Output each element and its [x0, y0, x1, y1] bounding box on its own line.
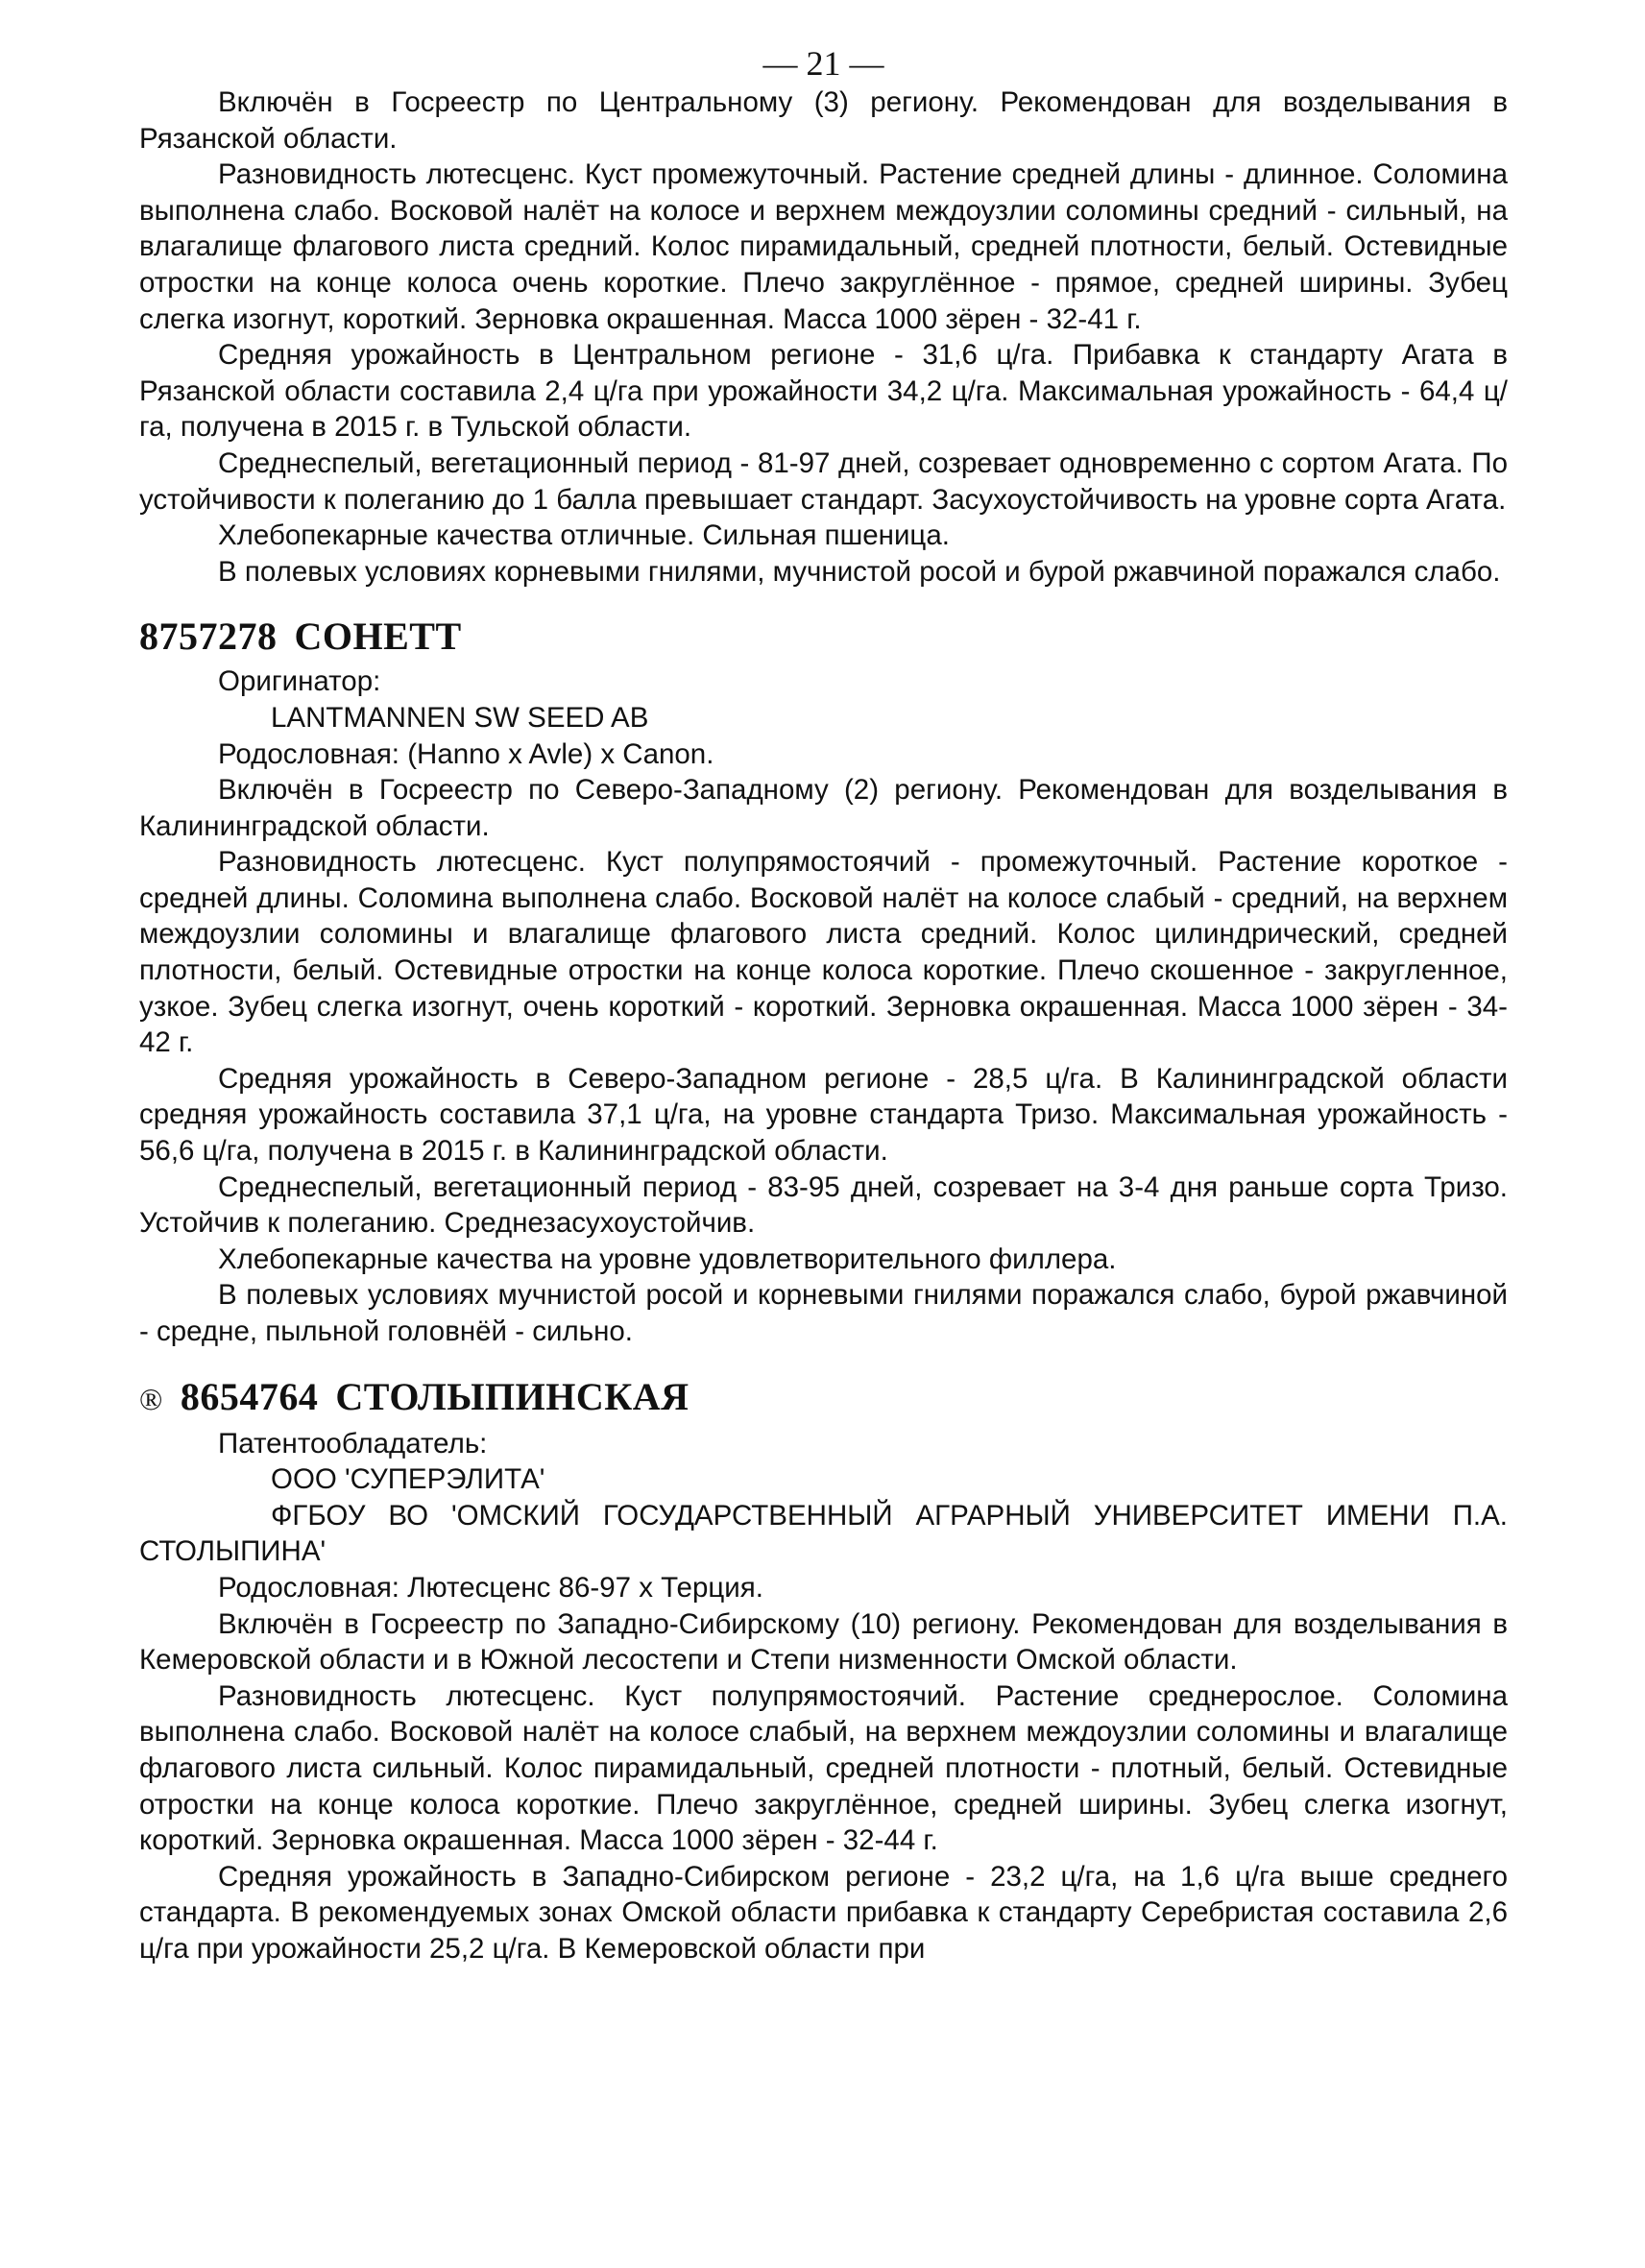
variety-number: 8654764: [180, 1374, 319, 1418]
variety-paragraph: Средняя урожайность в Северо-Западном регионе - 28,5 ц/га. В Калининградской области средняя урожайность составила 37,1 ц/га, на уровне стандарта Тризо. Максимальная урожайность - 56,6 ц/га, получена в 2015 г. в Калининградской области.: [139, 1062, 1508, 1168]
document-page: [139, 44, 1508, 1967]
variety-name: СОНЕТТ: [294, 615, 462, 659]
variety-paragraph: Хлебопекарные качества на уровне удовлетворительного филлера.: [218, 1243, 1117, 1275]
variety-name: СТОЛЫПИНСКАЯ: [335, 1374, 689, 1418]
registered-mark-icon: ®: [139, 1381, 163, 1416]
intro-paragraph: Разновидность лютесценс. Куст промежуточный. Растение средней длины - длинное. Соломина выполнена слабо. Восковой налёт на колосе и верхнем междоузлии соломины средний - сильный, на влагалище флагового листа средний. Колос пирамидальный, средней плотности, белый. Остевидные отростки на конце колоса очень короткие. Плечо закруглённое - прямое, средней ширины. Зубец слегка изогнут, короткий. Зерновка окрашенная. Масса 1000 зёрен - 32-41 г.: [139, 158, 1508, 335]
pedigree: Родословная: (Hanno x Avle) x Canon.: [218, 737, 714, 770]
variety-heading: [139, 1374, 1508, 1422]
intro-paragraph: Включён в Госреестр по Центральному (3) региону. Рекомендован для возделывания в Рязанской области.: [139, 86, 1508, 155]
previous-variety-continuation: [139, 84, 1508, 590]
intro-paragraph: Средняя урожайность в Центральном регионе - 31,6 ц/га. Прибавка к стандарту Агата в Рязанской области составила 2,4 ц/га при урожайности 34,2 ц/га. Максимальная урожайность - 64,4 ц/га, получена в 2015 г. в Тульской области.: [139, 339, 1508, 444]
holder-name: ООО 'СУПЕРЭЛИТА': [271, 1463, 545, 1496]
pedigree: Родословная: Лютесценс 86-97 х Терция.: [218, 1571, 763, 1604]
page-number: — 21 —: [762, 44, 884, 83]
variety-paragraph: В полевых условиях мучнистой росой и корневыми гнилями поражался слабо, бурой ржавчиной - средне, пыльной головнёй - сильно.: [139, 1279, 1508, 1347]
variety-stolypinskaya: [139, 1374, 1508, 1967]
holder-label: Патентообладатель:: [218, 1427, 488, 1460]
variety-paragraph: Среднеспелый, вегетационный период - 83-95 дней, созревает на 3-4 дня раньше сорта Тризо. Устойчив к полеганию. Среднезасухоустойчив.: [139, 1170, 1508, 1240]
variety-heading: [139, 614, 1508, 660]
intro-paragraph: Хлебопекарные качества отличные. Сильная пшеница.: [218, 519, 950, 552]
variety-paragraph: Включён в Госреестр по Северо-Западному (2) региону. Рекомендован для возделывания в Калининградской области.: [139, 774, 1508, 842]
holder-name: ФГБОУ ВО 'ОМСКИЙ ГОСУДАРСТВЕННЫЙ АГРАРНЫЙ УНИВЕРСИТЕТ ИМЕНИ П.А. СТОЛЫПИНА': [139, 1499, 1508, 1568]
originator-name: LANTMANNEN SW SEED AB: [271, 701, 649, 734]
variety-paragraph: Включён в Госреестр по Западно-Сибирскому (10) региону. Рекомендован для возделывания в Кемеровской области и в Южной лесостепи и Степи низменности Омской области.: [139, 1607, 1508, 1677]
variety-sonett: [139, 614, 1508, 1349]
intro-paragraph: Среднеспелый, вегетационный период - 81-97 дней, созревает одновременно с сортом Агата. По устойчивости к полеганию до 1 балла превышает стандарт. Засухоустойчивость на уровне сорта Агата.: [139, 446, 1508, 516]
variety-paragraph: Разновидность лютесценс. Куст полупрямостоячий - промежуточный. Растение короткое - средней длины. Соломина выполнена слабо. Восковой налёт на колосе слабый - средний, на верхнем междоузлии соломины и влагалище флагового листа средний. Колос цилиндрический, средней плотности, белый. Остевидные отростки на конце колоса короткие. Плечо скошенное - закругленное, узкое. Зубец слегка изогнут, очень короткий - короткий. Зерновка окрашенная. Масса 1000 зёрен - 34-42 г.: [139, 846, 1508, 1059]
originator-label: Оригинатор:: [218, 665, 381, 698]
intro-paragraph: В полевых условиях корневыми гнилями, мучнистой росой и бурой ржавчиной поражался слабо.: [218, 555, 1501, 588]
variety-number: 8757278: [139, 615, 278, 659]
variety-paragraph: Средняя урожайность в Западно-Сибирском регионе - 23,2 ц/га, на 1,6 ц/га выше среднего стандарта. В рекомендуемых зонах Омской области прибавка к стандарту Серебристая составила 2,6 ц/га при урожайности 25,2 ц/га. В Кемеровской области при: [139, 1860, 1508, 1965]
variety-paragraph: Разновидность лютесценс. Куст полупрямостоячий. Растение среднерослое. Соломина выполнена слабо. Восковой налёт на колосе слабый, на верхнем междоузлии соломины и влагалище флагового листа сильный. Колос пирамидальный, средней плотности - плотный, белый. Остевидные отростки на конце колоса короткие. Плечо закруглённое, средней ширины. Зубец слегка изогнут, короткий. Зерновка окрашенная. Масса 1000 зёрен - 32-44 г.: [139, 1679, 1508, 1857]
